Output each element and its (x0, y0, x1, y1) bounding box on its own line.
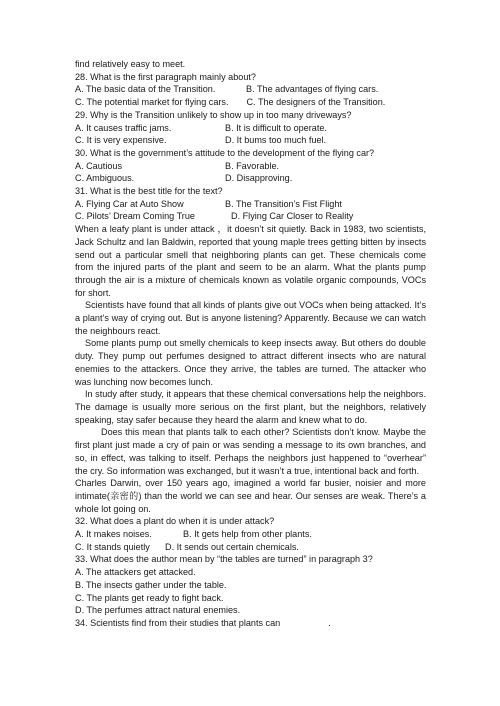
passage-paragraph-4: In study after study, it appears that these chemical conversations help the neighbors. The damage is usually more serious on the first plant, but the neighbors, relatively speaking, stay safer because they heard the alarm and knew what to do. (75, 389, 426, 425)
question-30-option-b: B. Favorable. (225, 160, 280, 171)
question-28-options-row-2 (75, 96, 426, 109)
question-30-option-d: D. Disapproving. (225, 173, 293, 184)
question-31-options-row-2 (75, 210, 426, 223)
question-29-option-c: C. It is very expensive. (75, 135, 167, 146)
question-29-option-d: D. It bums too much fuel. (225, 135, 327, 146)
question-33-option-b: B. The insects gather under the table. (75, 579, 227, 590)
question-33-option-c: C. The plants get ready to fight back. (75, 592, 224, 603)
question-32-stem: 32. What does a plant do when it is under attack? (75, 516, 275, 527)
passage-paragraph-3: Some plants pump out smelly chemicals to keep insects away. But others do double duty. They pump out perfumes designed to attract different insects who are natural enemies to the attackers. Once they arrive, the tables are turned. The attacker who was lunching now becomes lunch. (75, 338, 426, 387)
question-30-options-row-1 (75, 160, 426, 173)
question-29-option-a: A. It causes traffic jams. (75, 122, 172, 133)
question-34 (75, 617, 426, 630)
question-28-option-a: A. The basic data of the Transition. (75, 84, 216, 95)
passage-paragraph-1: When a leafy plant is under attack ，it doesn’t sit quietly. Back in 1983, two scientists, Jack Schultz and Ian Baldwin, reported that young maple trees getting bitten by insects send out a particular smell that neighboring plants can get. These chemicals come from the injured parts of the plant and seem to be an alarm. What the plants pump through the air is a mixture of chemicals known as volatile organic compounds, VOCs for short. (75, 224, 426, 298)
passage-paragraph-6: Charles Darwin, over 150 years ago, imagined a world far busier, noisier and more intimate(亲密的) than the world we can see and hear. Our senses are weak. There’s a whole lot going on. (75, 478, 426, 514)
question-28-option-d: C. The designers of the Transition. (246, 97, 386, 108)
question-32-option-b: B. It gets help from other plants. (183, 529, 312, 540)
reading-passage (75, 223, 426, 515)
passage-ending: find relatively easy to meet. (75, 59, 186, 69)
question-31-option-a: A. Flying Car at Auto Show (75, 198, 184, 209)
question-33-option-d: D. The perfumes attract natural enemies. (75, 605, 241, 616)
question-30-options-row-2 (75, 172, 426, 185)
question-31-option-b: B. The Transition’s Fist Flight (225, 198, 342, 209)
question-28-options-row-1 (75, 83, 426, 96)
question-31-option-c: C. Pilots’ Dream Coming True (75, 211, 195, 222)
question-33-stem: 33. What does the author mean by “the tables are turned” in paragraph 3? (75, 554, 373, 565)
spacer (228, 96, 246, 109)
question-31-options-row-1 (75, 198, 426, 211)
question-28-option-c: C. The potential market for flying cars. (75, 97, 229, 108)
question-32-options-row-2 (75, 541, 426, 554)
question-34-stem: 34. Scientists find from their studies that plants can (75, 617, 281, 628)
question-30-option-c: C. Ambiguous. (75, 173, 135, 184)
question-31-stem: 31. What is the best title for the text? (75, 186, 223, 197)
question-31-option-d: D. Flying Car Closer to Reality (231, 211, 354, 222)
question-33-option-a: A. The attackers get attacked. (75, 567, 196, 578)
passage-paragraph-5: Does this mean that plants talk to each other? Scientists don’t know. Maybe the first plant just made a cry of pain or was sending a message to its own branches, and so, in effect, was talking to itself. Perhaps the neighbors just happened to “overhear” the cry. So information was exchanged, but it wasn’t a true, intentional back and forth. (75, 427, 426, 476)
question-29-options-row-1 (75, 122, 426, 135)
question-32-options-row-1 (75, 528, 426, 541)
question-32-option-c: C. It stands quietly (75, 541, 150, 552)
question-29-stem: 29. Why is the Transition unlikely to show up in too many driveways? (75, 109, 352, 120)
question-34-end: . (328, 617, 331, 628)
question-30-option-a: A. Cautious (75, 160, 123, 171)
question-29-options-row-2 (75, 134, 426, 147)
question-28-stem: 28. What is the first paragraph mainly about? (75, 71, 256, 82)
question-28-option-b: B. The advantages of flying cars. (246, 84, 379, 95)
question-32-option-a: A. It makes noises. (75, 529, 152, 540)
question-30-stem: 30. What is the government’s attitude to the development of the flying car? (75, 147, 375, 158)
passage-paragraph-2: Scientists have found that all kinds of plants give out VOCs when being attacked. It’s a plant’s way of crying out. But is anyone listening? Apparently. Because we can watch the neighbours react. (75, 300, 426, 336)
question-29-option-b: B. It is difficult to operate. (225, 122, 327, 133)
question-32-option-d: D. It sends out certain chemicals. (165, 541, 299, 552)
